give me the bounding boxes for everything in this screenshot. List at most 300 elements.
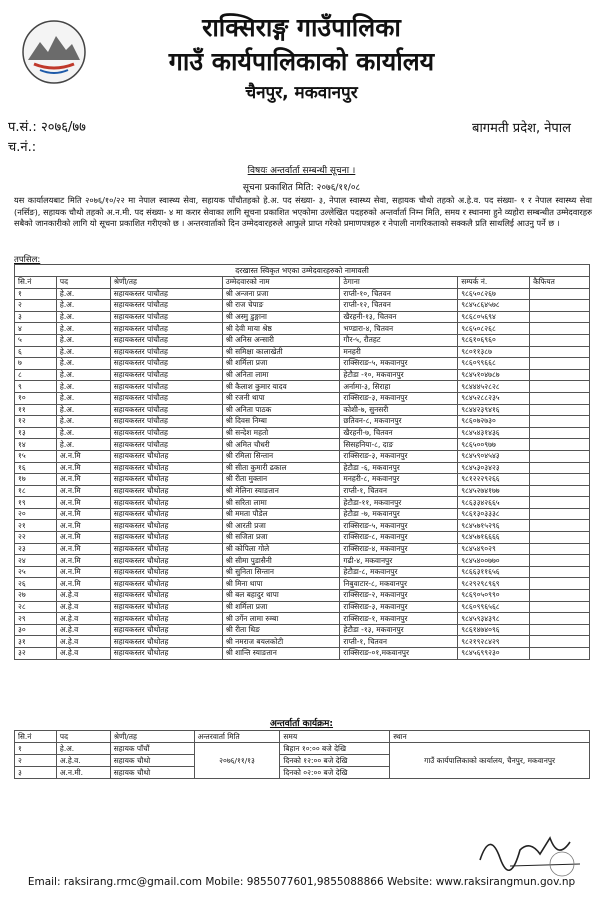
cell: ९८६१३०३३३८ (458, 508, 530, 520)
cell: राप्ती-१, चितवन (340, 485, 458, 497)
cell (530, 474, 590, 486)
cell: श्री अनिता पाठक (222, 404, 340, 416)
cell: अ.न.मि (56, 474, 110, 486)
table-row (15, 485, 590, 497)
cell (530, 485, 590, 497)
cell: श्री सुनिता सिन्तान (222, 566, 340, 578)
cell: हे.अ. (56, 404, 110, 416)
cell (530, 601, 590, 613)
cell: १९ (15, 497, 57, 509)
cell: ९८४५४९०२९ (458, 543, 530, 555)
cell: सहायकस्तर पांचौतह (110, 404, 222, 416)
cell: सहायकस्तर चौथोतह (110, 578, 222, 590)
cell: राक्सिराङ-०१,मकवानपुर (340, 648, 458, 660)
cell: २ (15, 755, 57, 767)
cell: हे.अ. (56, 427, 110, 439)
ref-number: प.सं.: २०७६/७७ (8, 120, 86, 135)
table-row (15, 369, 590, 381)
schedule-title: अन्तर्वार्ता कार्यक्रम: (269, 719, 334, 729)
cell: सहायक चौथो (110, 755, 194, 767)
cell: २९ (15, 613, 57, 625)
cell: श्री रजनी थापा (222, 392, 340, 404)
cell: हे.अ. (56, 358, 110, 370)
cell (530, 288, 590, 300)
cell: ९८६१४७४०९६ (458, 624, 530, 636)
details-label: तपसिल: (14, 255, 41, 265)
cell: श्री सीमा पुडासैनी (222, 555, 340, 567)
cell: अर्नामा-३, सिराहा (340, 381, 458, 393)
cell (530, 497, 590, 509)
cell: कोशी-७, सुनसरी (340, 404, 458, 416)
cell: ९८४५१०४७८७ (458, 369, 530, 381)
cell: १५ (15, 450, 57, 462)
cell: राप्ती-१०, चितवन (340, 288, 458, 300)
cell (530, 427, 590, 439)
cell: श्री राज चेपाङ (222, 300, 340, 312)
col-header: सि.नं (15, 731, 57, 743)
cell: हे.अ. (56, 743, 110, 755)
office-address: चैनपुर, मकवानपुर (245, 83, 358, 103)
cell: १३ (15, 427, 57, 439)
cell: ५ (15, 334, 57, 346)
cell: सहायकस्तर पांचौतह (110, 439, 222, 451)
interview-date: २०७६/११/१३ (194, 743, 280, 779)
cell (530, 439, 590, 451)
reference-block (8, 118, 86, 158)
cell: अ.हे.व (56, 636, 110, 648)
table-row (15, 381, 590, 393)
cell: श्री रमिला सिन्तान (222, 450, 340, 462)
cell: ९८६०९९६६८ (458, 358, 530, 370)
cell: सहायकस्तर चौथोतह (110, 450, 222, 462)
cell: ३० (15, 624, 57, 636)
cell: ९८०११३८७ (458, 346, 530, 358)
cell: श्री ममता पौडेल (222, 508, 340, 520)
cell: १६ (15, 462, 57, 474)
cell: बिहान १०:०० बजे देखि (280, 743, 390, 755)
cell (530, 636, 590, 648)
cell (530, 346, 590, 358)
cell: ९८६५०८२६८ (458, 323, 530, 335)
cell: श्री कैलाश कुमार यादव (222, 381, 340, 393)
cell (530, 450, 590, 462)
cell: सहायकस्तर चौथोतह (110, 555, 222, 567)
cell: ९८४५७१५२९६ (458, 520, 530, 532)
cell: श्री अमित चौधरी (222, 439, 340, 451)
table-row (15, 532, 590, 544)
col-header: सि.नं (15, 277, 57, 289)
cell: अ.हे.व. (56, 755, 110, 767)
office-name: गाउँ कार्यपालिकाको कार्यालय (168, 47, 435, 76)
table-row (15, 601, 590, 613)
cell: ९८४५६९९२३० (458, 648, 530, 660)
cell: ९८४५४३१४३६ (458, 427, 530, 439)
cell: हे.अ. (56, 416, 110, 428)
cell: ४ (15, 323, 57, 335)
cell: हे.अ. (56, 334, 110, 346)
cell: अ.न.मि (56, 520, 110, 532)
cell (530, 416, 590, 428)
col-header: उम्मेदवारको नाम (222, 277, 340, 289)
cell: हे.अ. (56, 346, 110, 358)
cell: सहायकस्तर पांचौतह (110, 381, 222, 393)
cell: ९ (15, 381, 57, 393)
subject-text: विषयः अन्तर्वार्ता सम्बन्धी सूचना । (247, 166, 356, 176)
cell: श्री सन्देश महतो (222, 427, 340, 439)
cell: अ.न.मि (56, 450, 110, 462)
letterhead (0, 0, 603, 110)
table-row (15, 392, 590, 404)
table-row (15, 636, 590, 648)
cell: श्री सीता कुमारी ढकाल (222, 462, 340, 474)
col-header: अन्तरवार्ता मिति (194, 731, 280, 743)
cell: ९८६६३११६५६ (458, 566, 530, 578)
cell: सहायकस्तर पांचौतह (110, 392, 222, 404)
cell: ११ (15, 404, 57, 416)
table-row (15, 300, 590, 312)
cell (530, 462, 590, 474)
table-row (15, 590, 590, 602)
table-row (15, 474, 590, 486)
col-header: सम्पर्क नं. (458, 277, 530, 289)
cell: अ.हे.व (56, 590, 110, 602)
cell: सिसहनिया-८, दाङ (340, 439, 458, 451)
municipality-name: राक्सिराङ्ग गाउँपालिका (202, 13, 401, 42)
table-row (15, 520, 590, 532)
cell: ९८२१९२८४२९ (458, 636, 530, 648)
cell: ९८४५९०४५४३ (458, 450, 530, 462)
cell: सहायकस्तर चौथोतह (110, 497, 222, 509)
cell: हे.अ. (56, 300, 110, 312)
cell: श्री शान्ति स्याङतान (222, 648, 340, 660)
cell: मनहरी-८, मकवानपुर (340, 474, 458, 486)
cell: २५ (15, 566, 57, 578)
cell: हेटौडा -७, मकवानपुर (340, 508, 458, 520)
table-row (15, 566, 590, 578)
col-header: श्रेणी/तह (110, 277, 222, 289)
cell (530, 532, 590, 544)
cell: ९८२९२९८९६९ (458, 578, 530, 590)
cell (530, 590, 590, 602)
cell: ३ (15, 311, 57, 323)
cell: श्री रीता थिङ (222, 624, 340, 636)
cell: अ.न.मि (56, 566, 110, 578)
table-row (15, 334, 590, 346)
cell (530, 369, 590, 381)
cell: ३१ (15, 636, 57, 648)
cell: १० (15, 392, 57, 404)
cell: सहायकस्तर चौथोतह (110, 474, 222, 486)
cell: अ.न.मि (56, 578, 110, 590)
applicants-table (14, 264, 590, 660)
footer-contact: Email: raksirang.rmc@gmail.com Mobile: 9855077601,9855088866 Website: www.raksirangmun.gov.np (27, 876, 576, 888)
cell: २७ (15, 590, 57, 602)
cell: ९८६३३४२६६५ (458, 497, 530, 509)
table-row (15, 323, 590, 335)
cell: हे.अ. (56, 369, 110, 381)
cell: हे.अ. (56, 311, 110, 323)
cell (530, 358, 590, 370)
cell: अ.न.मि (56, 555, 110, 567)
cell: राक्सिराङ-३, मकवानपुर (340, 450, 458, 462)
cell: ९८४४२३९४१६ (458, 404, 530, 416)
cell: २६ (15, 578, 57, 590)
cell (530, 381, 590, 393)
cell (530, 404, 590, 416)
cell: हे.अ. (56, 288, 110, 300)
cell: श्री रीता मुक्तान (222, 474, 340, 486)
cell: सहायकस्तर पांचौतह (110, 358, 222, 370)
cell: अ.न.मि (56, 462, 110, 474)
table-row (15, 462, 590, 474)
cell: १४ (15, 439, 57, 451)
table-row (15, 358, 590, 370)
cell: १ (15, 288, 57, 300)
cell: सहायकस्तर पाचौतह (110, 288, 222, 300)
cell: सहायकस्तर पांचौतह (110, 416, 222, 428)
cell: ९८६०९९६५६८ (458, 601, 530, 613)
cell: श्री सजिता प्रजा (222, 532, 340, 544)
table-row (15, 311, 590, 323)
cell: राक्सिराङ-५, मकवानपुर (340, 520, 458, 532)
interview-place: गाउँ कार्यपालिकाको कार्यालय, चैनपुर, मकवानपुर (390, 743, 590, 779)
applicants-body (15, 288, 590, 659)
cell: हेटौडा -१३, मकवानपुर (340, 624, 458, 636)
cell: ३२ (15, 648, 57, 660)
cell: अ.न.मि (56, 532, 110, 544)
cell: सहायकस्तर चौथोतह (110, 543, 222, 555)
cell: सहायकस्तर चौथोतह (110, 532, 222, 544)
cell: अ.न.मि (56, 497, 110, 509)
cell: हे.अ. (56, 392, 110, 404)
applicants-header-row (15, 277, 590, 289)
cell: अ.न.मि (56, 543, 110, 555)
cell: सहायकस्तर पांचौतह (110, 369, 222, 381)
col-header: पद (56, 277, 110, 289)
cell: सहायकस्तर पांचौतह (110, 334, 222, 346)
cell: सहायकस्तर चौथोतह (110, 590, 222, 602)
cell: २१ (15, 520, 57, 532)
col-header: कैफियत (530, 277, 590, 289)
cell: सहायकस्तर चौथोतह (110, 624, 222, 636)
table-row (15, 439, 590, 451)
cell: २८ (15, 601, 57, 613)
cell: २४ (15, 555, 57, 567)
col-header: पद (56, 731, 110, 743)
cell: २३ (15, 543, 57, 555)
cell (530, 520, 590, 532)
cell: श्री बल बहादुर थापा (222, 590, 340, 602)
col-header: स्थान (390, 731, 590, 743)
cell: सहायकस्तर पांचौतह (110, 427, 222, 439)
cell: राक्सिराङ-१, मकवानपुर (340, 613, 458, 625)
cell (530, 648, 590, 660)
cell: हेटौडा -६, मकवानपुर (340, 462, 458, 474)
cell (530, 323, 590, 335)
table-row (15, 613, 590, 625)
cell: अ.न.मि (56, 485, 110, 497)
table-row (15, 743, 590, 755)
cell: हे.अ. (56, 323, 110, 335)
table-row (15, 416, 590, 428)
table-row (15, 346, 590, 358)
cell: सहायकस्तर चौथोतह (110, 613, 222, 625)
cell: ९८४५७१६६६६ (458, 532, 530, 544)
schedule-header-row (15, 731, 590, 743)
cell (530, 300, 590, 312)
cell: २० (15, 508, 57, 520)
cell: श्री अन्जना प्रजा (222, 288, 340, 300)
cell: श्री उर्गेन लामा रुम्बा (222, 613, 340, 625)
cell: सहायकस्तर चौथोतह (110, 648, 222, 660)
table-row (15, 624, 590, 636)
cell: सहायकस्तर चौथोतह (110, 566, 222, 578)
cell: १ (15, 743, 57, 755)
cell: सहायकस्तर चौथोतह (110, 508, 222, 520)
cell: हे.अ. (56, 381, 110, 393)
cell: अ.हे.व (56, 601, 110, 613)
cell: राक्सिराङ-३, मकवानपुर (340, 392, 458, 404)
table-row (15, 578, 590, 590)
cell: श्री शर्मिला प्रजा (222, 601, 340, 613)
cell: ९८४५२८८२३५ (458, 392, 530, 404)
cell: गौर-५, रौतहट (340, 334, 458, 346)
cell: हे.अ. (56, 439, 110, 451)
cell: श्री मिना थापा (222, 578, 340, 590)
cell (530, 392, 590, 404)
cell (530, 624, 590, 636)
cell: ९८६५००९७७ (458, 439, 530, 451)
cell: हेटौडा-८, मकवानपुर (340, 566, 458, 578)
province-label: बागमती प्रदेश, नेपाल (472, 121, 571, 136)
cell: ९८६८०५६९४ (458, 311, 530, 323)
notice-body: यस कार्यालयबाट मिति २०७६/१०/२२ मा नेपाल स्वास्थ्य सेवा, सहायक पाँचौतहको हे.अ. पद संख्या- ३, नेपाल स्वास्थ्य सेवा, सहायक चौथो तहको अ.हे.व. पद संख्या- १ र नेपाल स्वास्थ्य सेवा (नर्सिङ), सहायक चौथो तहको अ.न.मी. पद संख्या- ४ मा करार सेवाका लागि सूचना प्रकाशित भएकोमा उल्लेखित पदहरुको अन्तर्वार्ता निम्न मिति, समय र स्थानमा हुने व्यहोरा सम्बन्धीत उम्मेदवारहरु सबैको जानकारीको लागि यो सूचना प्रकाशित गरीएको छ । अन्तरवार्ताको दिन उम्मेदवारहरुले आफुले प्राप्त गरेको प्रमाणपत्रहरु र नेपाली नागरिकताको सक्कलै प्रति साथलिई आउनु पर्ने छ । (14, 195, 592, 228)
cell: सहायक पाँचौं (110, 743, 194, 755)
cell: राक्सिराङ-३, मकवानपुर (340, 601, 458, 613)
cell: ९८४५३०३४२३ (458, 462, 530, 474)
cell (530, 543, 590, 555)
cell: श्री समिक्षा कालाखेती (222, 346, 340, 358)
cell: राक्सिराङ-२, मकवानपुर (340, 590, 458, 602)
cell: ९८४५९३४३९८ (458, 613, 530, 625)
cell: सहायकस्तर चौथोतह (110, 520, 222, 532)
col-header: ठेगाना (340, 277, 458, 289)
cell (530, 566, 590, 578)
cell: श्री अनिस अन्सारी (222, 334, 340, 346)
cell: सहायकस्तर चौथोतह (110, 601, 222, 613)
cell: श्री देवी माया श्रेष्ठ (222, 323, 340, 335)
col-header: समय (280, 731, 390, 743)
cell (530, 578, 590, 590)
cell: श्री मेलिना स्याङतान (222, 485, 340, 497)
table-row (15, 648, 590, 660)
cell: दिनको ०२:०० बजे देखि (280, 767, 390, 779)
cell: अ.न.मि (56, 508, 110, 520)
cell: ९८६९०५०९९० (458, 590, 530, 602)
cell: सहायक चौथो (110, 767, 194, 779)
schedule-table (14, 730, 590, 779)
cell: सहायकस्तर पांचौतह (110, 311, 222, 323)
table-row (15, 404, 590, 416)
cell: श्री आरती प्रजा (222, 520, 340, 532)
cell: ९८४४४५२८२८ (458, 381, 530, 393)
cell: अ.हे.व (56, 613, 110, 625)
cell: ९८४५२७४१७७ (458, 485, 530, 497)
cell: अ.हे.व (56, 624, 110, 636)
cell: २२ (15, 532, 57, 544)
notice-subject (0, 163, 603, 176)
cell: ८ (15, 369, 57, 381)
cell: ९८१२२२९२६६ (458, 474, 530, 486)
cell: ९८६०७२७३० (458, 416, 530, 428)
cell: श्री शर्मिला प्रजा (222, 358, 340, 370)
cell: २ (15, 300, 57, 312)
cell: ९८४५४००७७० (458, 555, 530, 567)
cell: सहायकस्तर पांचौतह (110, 300, 222, 312)
table-row (15, 450, 590, 462)
cell: ९८६१०६९६० (458, 334, 530, 346)
cell: सहायकस्तर पांचौतह (110, 346, 222, 358)
cell: राक्सिराङ-८, मकवानपुर (340, 532, 458, 544)
cell: दिनको १२:०० बजे देखि (280, 755, 390, 767)
publication-date: सूचना प्रकाशित मिति: २०७६/११/०८ (242, 183, 361, 193)
cell: सहायकस्तर पांचौतह (110, 323, 222, 335)
cell: अ.न.मी. (56, 767, 110, 779)
cell: मनहरी (340, 346, 458, 358)
cell: राप्ती-१२, चितवन (340, 300, 458, 312)
table-row (15, 427, 590, 439)
dispatch-number: च.नं.: (8, 140, 37, 155)
table-row (15, 555, 590, 567)
cell: राप्ती-१, चितवन (340, 636, 458, 648)
cell: ७ (15, 358, 57, 370)
table-row (15, 508, 590, 520)
cell: १२ (15, 416, 57, 428)
cell: गढी-४, मकवानपुर (340, 555, 458, 567)
cell: खैरहनी-१३, चितवन (340, 311, 458, 323)
cell (530, 613, 590, 625)
cell: १७ (15, 474, 57, 486)
cell: अ.हे.व (56, 648, 110, 660)
signature-icon (470, 820, 590, 880)
cell: ६ (15, 346, 57, 358)
cell: ३ (15, 767, 57, 779)
cell: ९८४५८६४५७८ (458, 300, 530, 312)
col-header: श्रेणी/तह (110, 731, 194, 743)
cell: श्री दिवस निम्बा (222, 416, 340, 428)
cell: राक्सिराङ-४, मकवानपुर (340, 543, 458, 555)
table-row (15, 543, 590, 555)
cell: सहायकस्तर चौथोतह (110, 485, 222, 497)
cell: ९८६५०८२६७ (458, 288, 530, 300)
cell: राक्सिराङ-५, मकवानपुर (340, 358, 458, 370)
cell: १८ (15, 485, 57, 497)
cell: श्री अस्मु डुङ्गाना (222, 311, 340, 323)
cell: हेटौडा -१०, मकवानपुर (340, 369, 458, 381)
cell: खैरहनी-७, चितवन (340, 427, 458, 439)
cell: सहायकस्तर चौथोतह (110, 462, 222, 474)
cell: श्री कोपिला गोले (222, 543, 340, 555)
cell (530, 311, 590, 323)
cell (530, 508, 590, 520)
cell: भण्डारा-४, चितवन (340, 323, 458, 335)
applicants-table-caption: दरखास्त स्विकृत भएका उम्मेदवारहरुको नामावली (14, 264, 590, 276)
cell: श्री अनिता लामा (222, 369, 340, 381)
table-row (15, 497, 590, 509)
cell: हेटौडा-११, मकवानपुर (340, 497, 458, 509)
cell: श्री सरिता लामा (222, 497, 340, 509)
table-row (15, 288, 590, 300)
